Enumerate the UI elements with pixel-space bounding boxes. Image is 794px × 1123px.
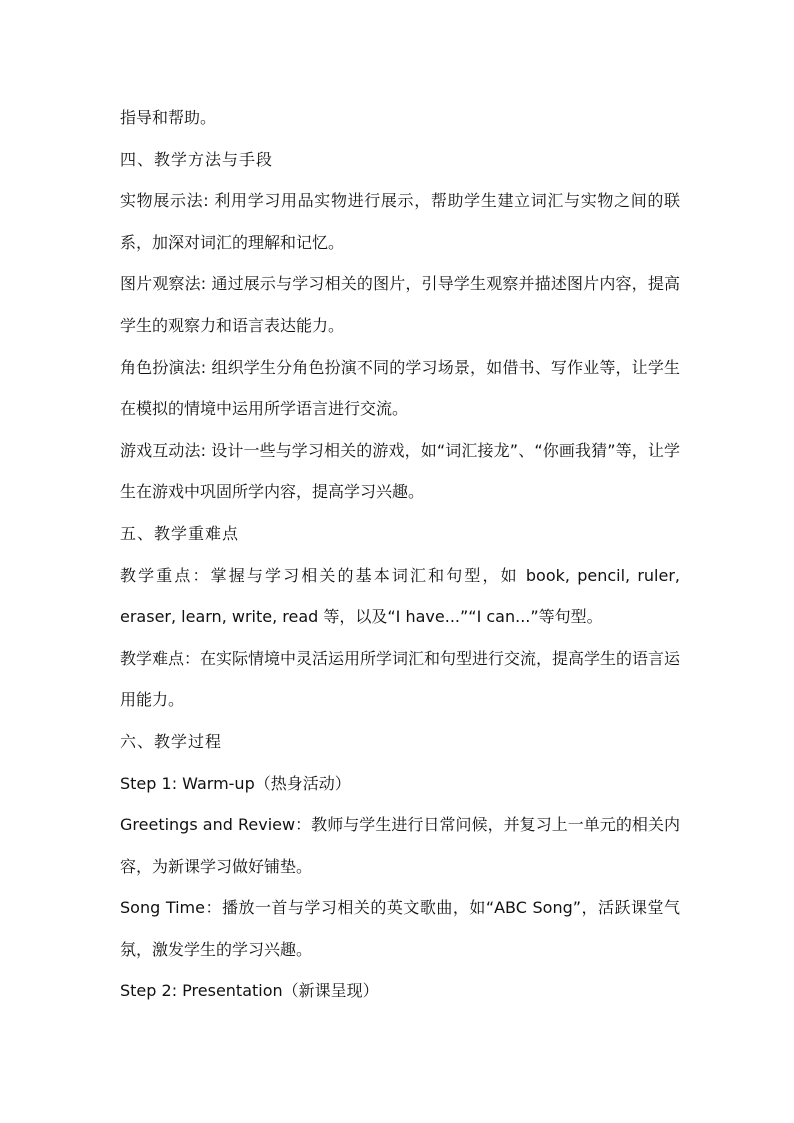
- paragraph: 指导和帮助。: [120, 108, 217, 127]
- paragraph: 角色扮演法: 组织学生分角色扮演不同的学习场景，如借书、写作业等，让学生在模拟的情境中运用所学语言进行交流。: [120, 357, 680, 419]
- paragraph: 教学重点：掌握与学习相关的基本词汇和句型，如 book, pencil, ruler, eraser, learn, write, read 等，以及“I have...”“I can...”等句型。: [120, 565, 680, 627]
- paragraph: 实物展示法: 利用学习用品实物进行展示，帮助学生建立词汇与实物之间的联系，加深对词汇的理解和记忆。: [120, 191, 680, 252]
- paragraph: 教学难点：在实际情境中灵活运用所学词汇和句型进行交流，提高学生的语言运用能力。: [120, 648, 681, 710]
- paragraph: 游戏互动法: 设计一些与学习相关的游戏，如“词汇接龙”、“你画我猜”等，让学生在游戏中巩固所学内容，提高学习兴趣。: [120, 440, 680, 502]
- section-heading-methods: 四、教学方法与手段: [120, 149, 274, 169]
- step-heading: Step 1: Warm-up（热身活动）: [120, 773, 351, 793]
- section-heading-process: 六、教学过程: [120, 731, 223, 751]
- paragraph: Song Time：播放一首与学习相关的英文歌曲，如“ABC Song”，活跃课堂气氛，激发学生的学习兴趣。: [120, 898, 680, 959]
- paragraph: Greetings and Review：教师与学生进行日常问候，并复习上一单元的相关内容，为新课学习做好铺垫。: [120, 815, 680, 876]
- step-heading: Step 2: Presentation（新课呈现）: [120, 981, 379, 1001]
- paragraph: 图片观察法: 通过展示与学习相关的图片，引导学生观察并描述图片内容，提高学生的观察力和语言表达能力。: [120, 274, 680, 335]
- section-heading-key-points: 五、教学重难点: [120, 523, 240, 543]
- document-body: [120, 97, 680, 1012]
